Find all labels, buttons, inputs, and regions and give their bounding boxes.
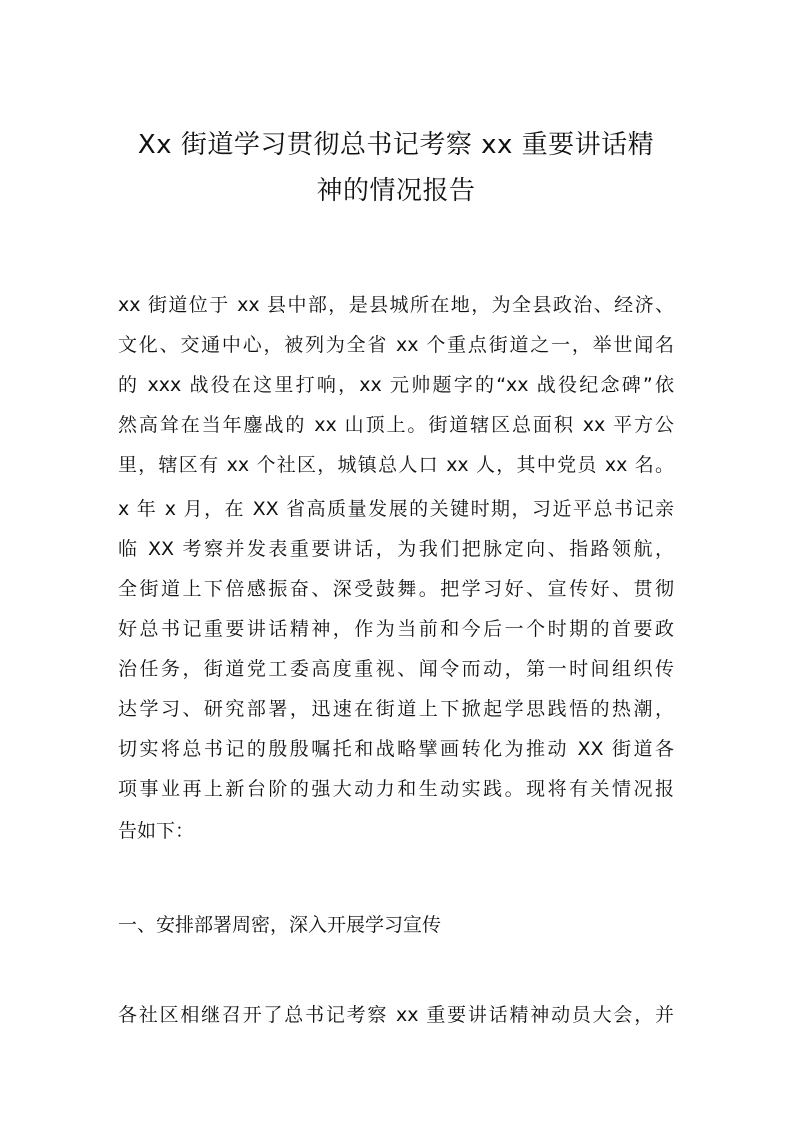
body-text-line: 各社区相继召开了总书记考察 xx 重要讲话精神动员大会，并: [118, 1004, 674, 1026]
body-text-line: 项事业再上新台阶的强大动力和生动实践。现将有关情况报: [118, 778, 674, 800]
body-text-line: 达学习、研究部署，迅速在街道上下掀起学思践悟的热潮，: [118, 698, 674, 720]
body-text-line: 切实将总书记的殷殷嘱托和战略擘画转化为推动 XX 街道各: [118, 738, 674, 760]
title-line-2: 神的情况报告: [316, 176, 476, 206]
page-title: [96, 122, 696, 214]
body-text-line: 的 xxx 战役在这里打响，xx 元帅题字的“xx 战役纪念碑”依: [118, 374, 674, 396]
body-text-line: x 年 x 月，在 XX 省高质量发展的关键时期，习近平总书记亲: [118, 498, 674, 520]
body-text-line: 里，辖区有 xx 个社区，城镇总人口 xx 人，其中党员 xx 名。: [118, 454, 674, 476]
body-text-line: 好总书记重要讲话精神，作为当前和今后一个时期的首要政: [118, 618, 674, 640]
section-heading: 一、安排部署周密，深入开展学习宣传: [118, 914, 442, 936]
body-text-line: 然高耸在当年鏖战的 xx 山顶上。街道辖区总面积 xx 平方公: [118, 414, 674, 436]
body-text-line: xx 街道位于 xx 县中部，是县城所在地，为全县政治、经济、: [118, 294, 674, 316]
body-text-line: 告如下：: [118, 820, 195, 842]
body-text-line: 临 XX 考察并发表重要讲话，为我们把脉定向、指路领航，: [118, 538, 674, 560]
title-line-1: Xx 街道学习贯彻总书记考察 xx 重要讲话精: [137, 130, 655, 160]
body-text-line: 治任务，街道党工委高度重视、闻令而动，第一时间组织传: [118, 658, 674, 680]
body-text-line: 文化、交通中心，被列为全省 xx 个重点街道之一，举世闻名: [118, 334, 674, 356]
body-text-line: 全街道上下倍感振奋、深受鼓舞。把学习好、宣传好、贯彻: [118, 578, 674, 600]
